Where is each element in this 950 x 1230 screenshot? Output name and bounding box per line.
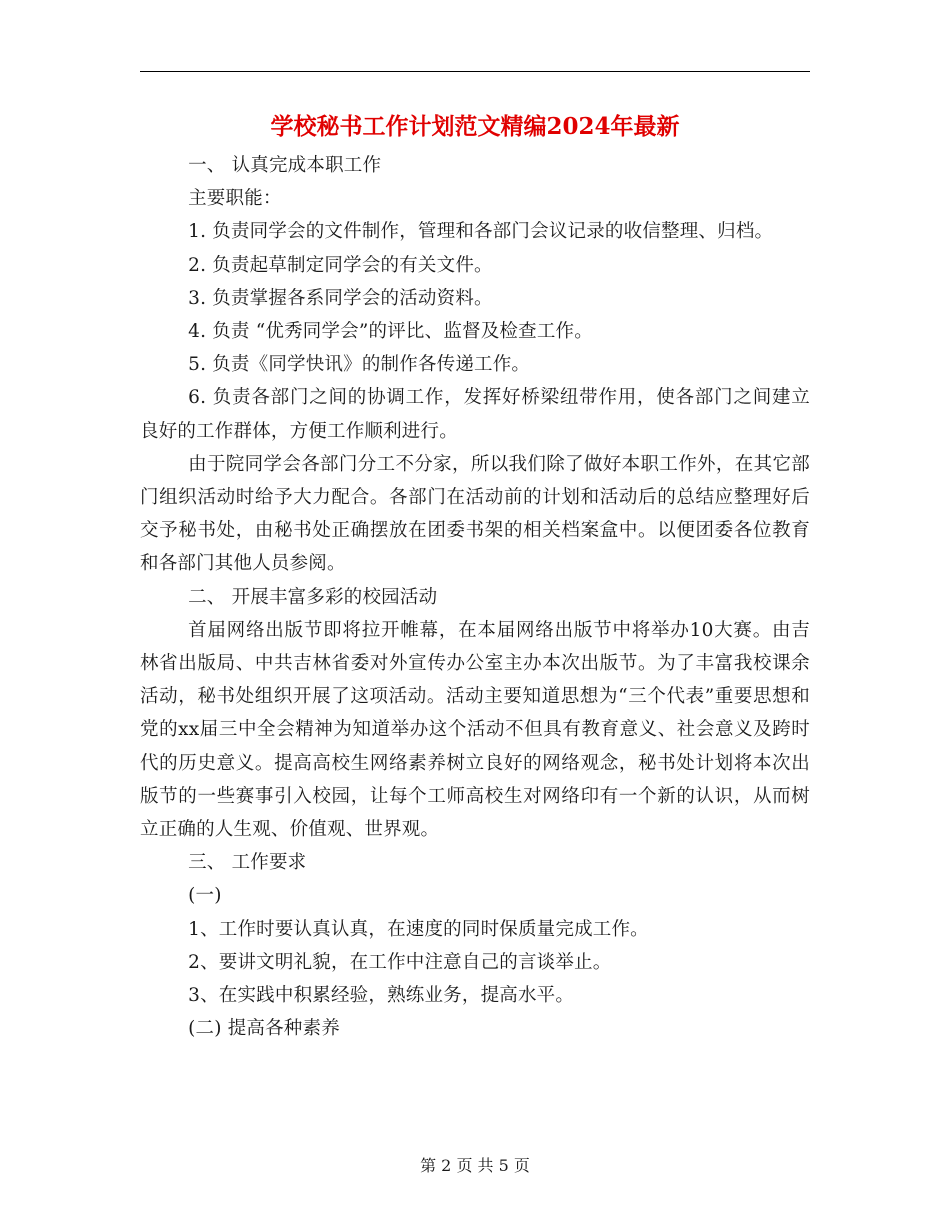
section-heading-3: 三、 工作要求 [188,852,307,874]
requirement-item-3: 3、在实践中积累经验，熟练业务，提高水平。 [188,985,575,1007]
requirement-item-2: 2、要讲文明礼貌，在工作中注意自己的言谈举止。 [188,951,612,973]
page-footer: 第 2 页 共 5 页 [420,1156,530,1175]
section-heading-2: 二、 开展丰富多彩的校园活动 [188,586,438,608]
subsection-label-1: (一) [188,885,222,907]
subsection-label-2: (二) 提高各种素养 [188,1018,340,1040]
requirement-item-1: 1、工作时要认真认真，在速度的同时保质量完成工作。 [188,918,649,940]
list-item-2: 2. 负责起草制定同学会的有关文件。 [188,254,493,276]
header-rule [140,71,810,72]
section-heading-1: 一、 认真完成本职工作 [188,155,382,176]
list-item-6: 6. 负责各部门之间的协调工作，发挥好桥梁纽带作用，使各部门之间建立良好的工作群体，方便工作顺利进行。 [140,387,810,442]
list-item-1: 1. 负责同学会的文件制作，管理和各部门会议记录的收信整理、归档。 [188,221,774,243]
list-item-4: 4. 负责 “优秀同学会”的评比、监督及检查工作。 [188,321,593,343]
paragraph-publishing-festival: 首届网络出版节即将拉开帷幕，在本届网络出版节中将举办10大赛。由吉林省出版局、中共吉林省委对外宣传办公室主办本次出版节。为了丰富我校课余活动，秘书处组织开展了这项活动。活动主要知道思想为“三个代表”重要思想和党的xx届三中全会精神为知道举办这个活动不但具有教育意义、社会意义及跨时代的历史意义。提高高校生网络素养树立良好的网络观念，秘书处计划将本次出版节的一些赛事引入校园，让每个工师高校生对网络印有一个新的认识，从而树立正确的人生观、价值观、世界观。 [140,619,810,841]
list-item-5: 5. 负责《同学快讯》的制作各传递工作。 [188,354,531,376]
document-title: 学校秘书工作计划范文精编2024年最新 [270,113,680,140]
document-body [140,149,810,1045]
paragraph-cooperation: 由于院同学会各部门分工不分家，所以我们除了做好本职工作外，在其它部门组织活动时给予大力配合。各部门在活动前的计划和活动后的总结应整理好后交予秘书处，由秘书处正确摆放在团委书架的相关档案盒中。以便团委各位教育和各部门其他人员参阅。 [140,453,810,575]
list-item-3: 3. 负责掌握各系同学会的活动资料。 [188,287,493,309]
paragraph-main-duties: 主要职能： [188,188,282,210]
